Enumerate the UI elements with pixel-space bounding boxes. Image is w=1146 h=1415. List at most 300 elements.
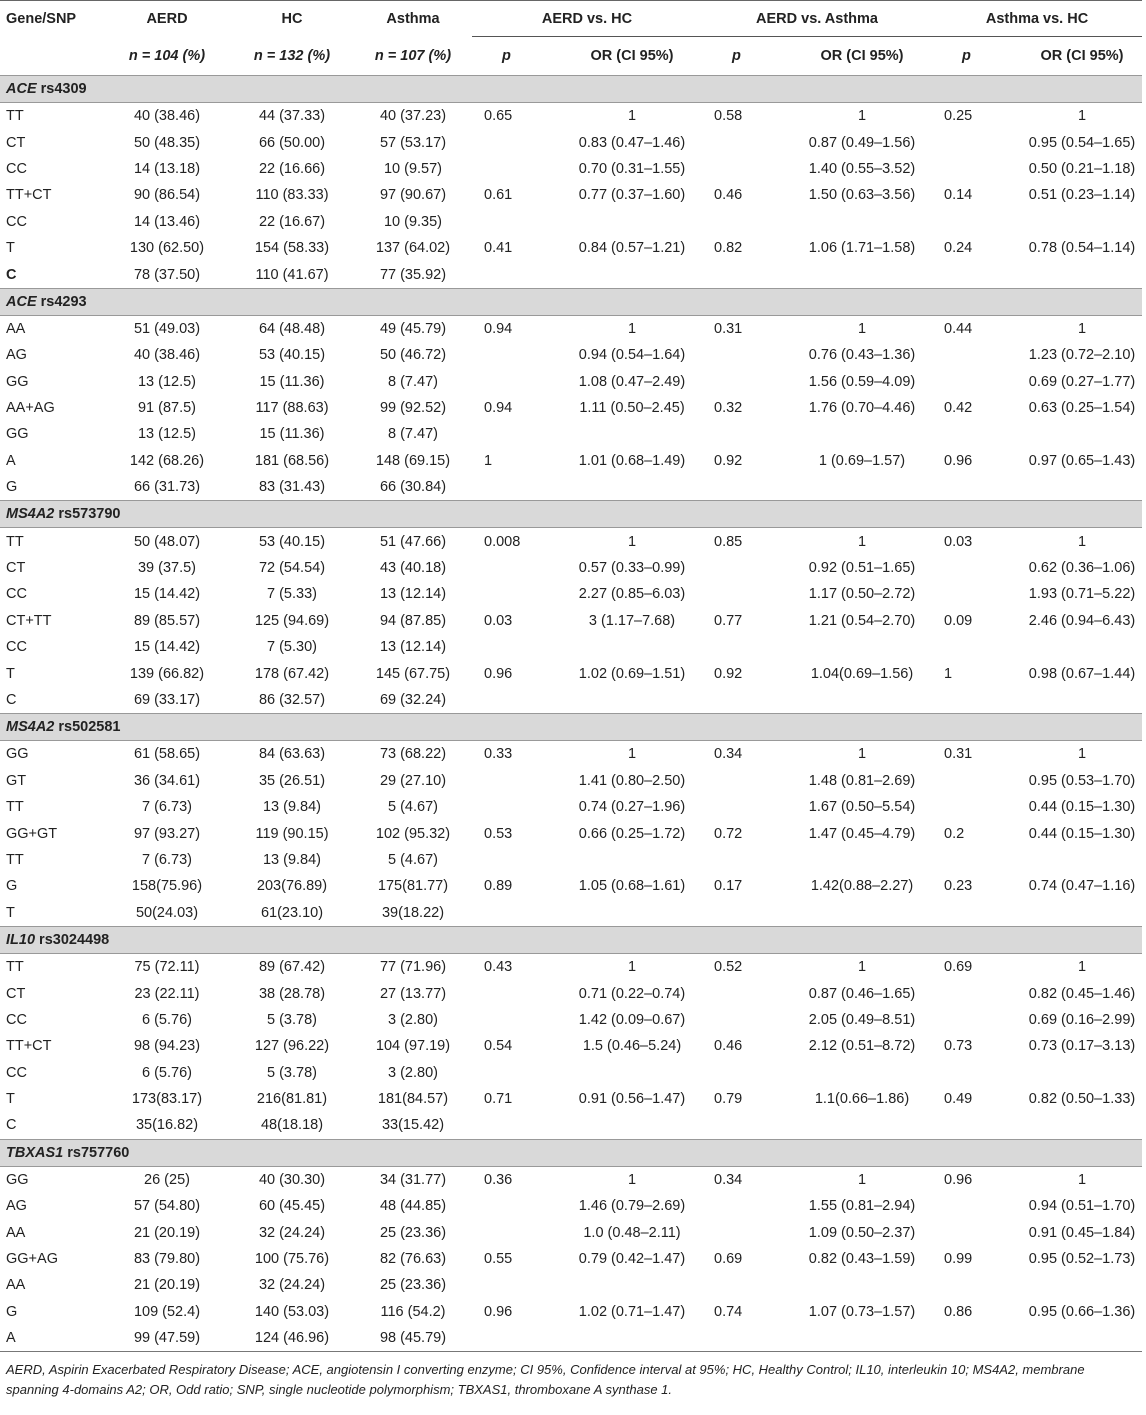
- header-gene-snp: Gene/SNP: [6, 10, 77, 27]
- genotype-cell: AG: [6, 347, 27, 364]
- table-row: [0, 581, 1142, 607]
- table-body: [0, 76, 1142, 1352]
- p-asthma-hc-cell: [932, 1272, 1022, 1298]
- genotype-cell: CT: [6, 985, 26, 1002]
- p-aerd-hc-cell: [472, 342, 562, 368]
- asthma-cell: 34 (31.77): [379, 1171, 447, 1188]
- genotype-cell: TT+CT: [6, 1038, 52, 1055]
- p-aerd-asthma-cell: [702, 1193, 792, 1219]
- hc-cell: 84 (63.63): [258, 746, 326, 763]
- table-row: [0, 1166, 1142, 1193]
- p-aerd-hc-cell: 0.54: [484, 1038, 513, 1055]
- or-aerd-asthma-cell: 1.50 (0.63–3.56): [808, 187, 916, 204]
- or-aerd-asthma-cell: 1.1(0.66–1.86): [814, 1091, 910, 1108]
- or-aerd-asthma-cell: 1 (0.69–1.57): [818, 452, 906, 469]
- hc-cell: 181 (68.56): [254, 452, 330, 469]
- p-aerd-asthma-cell: [702, 421, 792, 447]
- asthma-cell: 27 (13.77): [379, 985, 447, 1002]
- p-asthma-hc-cell: [932, 980, 1022, 1006]
- asthma-cell: 148 (69.15): [375, 452, 451, 469]
- or-aerd-hc-cell: 1.05 (0.68–1.61): [578, 878, 686, 895]
- asthma-cell: 13 (12.14): [379, 586, 447, 603]
- header-n-asthma: n = 107 (%): [374, 47, 452, 64]
- hc-cell: 86 (32.57): [258, 692, 326, 708]
- asthma-cell: 102 (95.32): [375, 825, 451, 842]
- genotype-cell: A: [0, 1325, 104, 1352]
- or-aerd-asthma-cell: 1.21 (0.54–2.70): [808, 612, 916, 629]
- genotype-cell: GG: [6, 1171, 29, 1188]
- table-row: [0, 794, 1142, 820]
- p-aerd-hc-cell: [472, 1193, 562, 1219]
- or-aerd-asthma-cell: 1.06 (1.71–1.58): [808, 240, 916, 257]
- p-aerd-hc-cell: [472, 129, 562, 155]
- asthma-cell: 69 (32.24): [379, 692, 447, 708]
- asthma-cell: 43 (40.18): [379, 560, 447, 577]
- p-aerd-asthma-cell: [702, 687, 792, 714]
- p-aerd-asthma-cell: 0.58: [714, 108, 743, 125]
- header-blank: [0, 37, 104, 76]
- or-aerd-hc-cell: 1.08 (0.47–2.49): [578, 373, 686, 390]
- table-row: [0, 820, 1142, 846]
- p-aerd-hc-cell: [472, 156, 562, 182]
- or-aerd-asthma-cell: [792, 847, 932, 873]
- genotype-cell: CC: [6, 1011, 27, 1028]
- or-asthma-hc-cell: 0.95 (0.53–1.70): [1028, 772, 1136, 789]
- hc-cell: 154 (58.33): [254, 240, 330, 257]
- genotype-cell: CT+TT: [6, 612, 52, 629]
- or-aerd-asthma-cell: 1.76 (0.70–4.46): [808, 400, 916, 417]
- or-aerd-hc-cell: 1.01 (0.68–1.49): [578, 452, 686, 469]
- table-row: [0, 660, 1142, 686]
- section-title: [0, 926, 1142, 953]
- p-asthma-hc-cell: [932, 1219, 1022, 1245]
- aerd-cell: 90 (86.54): [133, 187, 201, 204]
- or-aerd-hc-cell: [562, 900, 702, 927]
- header-aerd-vs-hc-label: AERD vs. HC: [541, 10, 633, 27]
- table-row: [0, 395, 1142, 421]
- genotype-cell: TT: [6, 533, 24, 550]
- or-aerd-hc-cell: [562, 474, 702, 501]
- asthma-cell: 104 (97.19): [375, 1038, 451, 1055]
- or-aerd-asthma-cell: 1.09 (0.50–2.37): [808, 1224, 916, 1241]
- section-header-row: [0, 1139, 1142, 1166]
- p-asthma-hc-cell: 0.23: [944, 878, 973, 895]
- genotype-cell: GG: [6, 373, 29, 390]
- p-asthma-hc-cell: 0.49: [944, 1091, 973, 1108]
- p-asthma-hc-cell: [932, 1325, 1022, 1352]
- aerd-cell: 14 (13.46): [133, 213, 201, 230]
- p-asthma-hc-cell: 0.96: [944, 452, 973, 469]
- asthma-cell: 8 (7.47): [388, 426, 438, 443]
- or-aerd-hc-cell: 0.91 (0.56–1.47): [578, 1091, 686, 1108]
- aerd-cell: 139 (66.82): [129, 665, 205, 682]
- p-asthma-hc-cell: [932, 900, 1022, 927]
- p-aerd-asthma-cell: 0.92: [714, 452, 743, 469]
- or-asthma-hc-cell: [1022, 687, 1142, 714]
- table-row: [0, 900, 1142, 927]
- or-aerd-hc-cell: 1.41 (0.80–2.50): [578, 772, 686, 789]
- p-asthma-hc-cell: 0.42: [944, 400, 973, 417]
- or-asthma-hc-cell: 1: [1077, 108, 1087, 125]
- or-aerd-asthma-cell: 1: [857, 108, 867, 125]
- table-row: [0, 847, 1142, 873]
- p-asthma-hc-cell: [932, 342, 1022, 368]
- p-aerd-asthma-cell: [702, 1219, 792, 1245]
- p-aerd-asthma-cell: 0.79: [714, 1091, 743, 1108]
- or-aerd-asthma-cell: 1.17 (0.50–2.72): [808, 586, 916, 603]
- or-aerd-hc-cell: [562, 1060, 702, 1086]
- p-asthma-hc-cell: [932, 634, 1022, 660]
- or-asthma-hc-cell: 0.69 (0.27–1.77): [1028, 373, 1136, 390]
- genotype-cell: T: [6, 1091, 15, 1108]
- or-aerd-asthma-cell: [792, 474, 932, 501]
- or-aerd-hc-cell: [562, 687, 702, 714]
- or-asthma-hc-cell: 0.73 (0.17–3.13): [1028, 1038, 1136, 1055]
- aerd-cell: 66 (31.73): [133, 479, 201, 496]
- or-aerd-hc-cell: [562, 261, 702, 288]
- p-aerd-hc-cell: [472, 369, 562, 395]
- or-asthma-hc-cell: 0.63 (0.25–1.54): [1028, 400, 1136, 417]
- p-aerd-hc-cell: [472, 474, 562, 501]
- hc-cell: 66 (50.00): [258, 134, 326, 151]
- table-row: [0, 608, 1142, 634]
- snp-id: rs573790: [58, 506, 121, 523]
- header-p-aerd-asthma: p: [702, 37, 792, 76]
- aerd-cell: 50 (48.07): [133, 533, 201, 550]
- p-aerd-hc-cell: [472, 261, 562, 288]
- aerd-cell: 6 (5.76): [142, 1064, 192, 1081]
- p-asthma-hc-cell: 1: [944, 665, 953, 682]
- or-asthma-hc-cell: 0.74 (0.47–1.16): [1028, 878, 1136, 895]
- p-aerd-hc-cell: [472, 1112, 562, 1139]
- table-row: [0, 1299, 1142, 1325]
- p-aerd-asthma-cell: 0.17: [714, 878, 743, 895]
- genotype-cell: G: [6, 878, 18, 895]
- or-aerd-hc-cell: 1.11 (0.50–2.45): [579, 400, 685, 417]
- or-aerd-asthma-cell: 1: [857, 959, 867, 976]
- or-aerd-hc-cell: 0.77 (0.37–1.60): [578, 187, 686, 204]
- p-asthma-hc-cell: [932, 261, 1022, 288]
- hc-cell: 100 (75.76): [254, 1251, 330, 1268]
- hc-cell: 53 (40.15): [258, 347, 326, 364]
- p-aerd-asthma-cell: [702, 1325, 792, 1352]
- p-asthma-hc-cell: 0.09: [944, 612, 973, 629]
- or-asthma-hc-cell: 0.95 (0.54–1.65): [1028, 134, 1136, 151]
- aerd-cell: 78 (37.50): [133, 266, 201, 283]
- or-asthma-hc-cell: 1.23 (0.72–2.10): [1028, 347, 1136, 364]
- p-aerd-hc-cell: [472, 768, 562, 794]
- genotype-cell: G: [6, 479, 18, 496]
- or-aerd-asthma-cell: [792, 1112, 932, 1139]
- p-aerd-asthma-cell: 0.34: [714, 1171, 743, 1188]
- table-row: [0, 768, 1142, 794]
- genotype-cell: T: [6, 904, 15, 921]
- or-aerd-hc-cell: 1: [627, 959, 637, 976]
- genotype-cell: TT: [6, 959, 24, 976]
- asthma-cell: 50 (46.72): [379, 347, 447, 364]
- aerd-cell: 15 (14.42): [133, 586, 201, 603]
- aerd-cell: 83 (79.80): [133, 1251, 201, 1268]
- table-row: [0, 1193, 1142, 1219]
- p-asthma-hc-cell: [932, 1007, 1022, 1033]
- or-aerd-hc-cell: 0.79 (0.42–1.47): [578, 1251, 686, 1268]
- or-aerd-hc-cell: 1.0 (0.48–2.11): [583, 1224, 681, 1241]
- p-asthma-hc-cell: 0.03: [944, 533, 973, 550]
- p-aerd-hc-cell: 0.008: [484, 533, 521, 550]
- aerd-cell: 173(83.17): [131, 1091, 203, 1108]
- or-aerd-hc-cell: 1.46 (0.79–2.69): [578, 1198, 686, 1215]
- aerd-cell: 98 (94.23): [133, 1038, 201, 1055]
- aerd-cell: 57 (54.80): [133, 1198, 201, 1215]
- p-asthma-hc-cell: [932, 129, 1022, 155]
- p-asthma-hc-cell: 0.31: [944, 746, 973, 763]
- p-aerd-hc-cell: [472, 1325, 562, 1352]
- aerd-cell: 69 (33.17): [133, 692, 201, 708]
- genotype-cell: GT: [6, 772, 27, 789]
- genotype-cell: TT: [6, 108, 24, 125]
- table-row: [0, 129, 1142, 155]
- or-asthma-hc-cell: 0.91 (0.45–1.84): [1028, 1224, 1136, 1241]
- p-asthma-hc-cell: [932, 794, 1022, 820]
- hc-cell: 48(18.18): [260, 1117, 324, 1134]
- aerd-cell: 158(75.96): [131, 878, 203, 895]
- header-or-aerd-hc: OR (CI 95%): [562, 37, 702, 76]
- or-aerd-asthma-cell: [792, 421, 932, 447]
- hc-cell: 61(23.10): [260, 904, 324, 921]
- or-aerd-hc-cell: [562, 209, 702, 235]
- p-asthma-hc-cell: [932, 1193, 1022, 1219]
- or-aerd-asthma-cell: [792, 1060, 932, 1086]
- genotype-cell: GG+AG: [6, 1251, 58, 1268]
- table-row: [0, 1272, 1142, 1298]
- section-title: [0, 714, 1142, 741]
- or-asthma-hc-cell: 1: [1077, 1171, 1087, 1188]
- header-n-aerd: n = 104 (%): [128, 47, 206, 64]
- hc-cell: 13 (9.84): [262, 799, 322, 816]
- table-row: [0, 474, 1142, 501]
- hc-cell: 44 (37.33): [258, 108, 326, 125]
- or-aerd-hc-cell: 0.83 (0.47–1.46): [578, 134, 686, 151]
- p-aerd-hc-cell: [472, 900, 562, 927]
- or-asthma-hc-cell: [1022, 634, 1142, 660]
- p-aerd-asthma-cell: 0.31: [714, 320, 743, 337]
- asthma-cell: 3 (2.80): [388, 1064, 438, 1081]
- asthma-cell: 175(81.77): [377, 878, 449, 895]
- or-aerd-hc-cell: 0.70 (0.31–1.55): [578, 160, 686, 177]
- table-row: [0, 103, 1142, 130]
- p-aerd-hc-cell: [472, 847, 562, 873]
- asthma-cell: 94 (87.85): [379, 612, 447, 629]
- snp-id: rs4309: [40, 81, 87, 97]
- header-row-2: [0, 37, 1142, 76]
- p-aerd-hc-cell: 0.94: [484, 320, 513, 337]
- p-aerd-asthma-cell: [702, 1007, 792, 1033]
- p-aerd-hc-cell: 0.65: [484, 108, 513, 125]
- or-asthma-hc-cell: [1022, 421, 1142, 447]
- aerd-cell: 142 (68.26): [129, 452, 205, 469]
- table-row: [0, 315, 1142, 342]
- or-asthma-hc-cell: [1022, 847, 1142, 873]
- aerd-cell: 26 (25): [144, 1171, 190, 1188]
- p-aerd-asthma-cell: 0.82: [714, 240, 743, 257]
- asthma-cell: 66 (30.84): [379, 479, 447, 496]
- p-asthma-hc-cell: 0.44: [944, 320, 973, 337]
- asthma-cell: 145 (67.75): [375, 665, 451, 682]
- genotype-cell: TT: [6, 799, 24, 816]
- asthma-cell: 82 (76.63): [379, 1251, 447, 1268]
- or-aerd-asthma-cell: 0.87 (0.49–1.56): [808, 134, 916, 151]
- aerd-cell: 61 (58.65): [133, 746, 201, 763]
- p-aerd-asthma-cell: [702, 474, 792, 501]
- aerd-cell: 39 (37.5): [137, 560, 197, 577]
- asthma-cell: 5 (4.67): [388, 851, 438, 868]
- p-asthma-hc-cell: 0.69: [944, 959, 973, 976]
- or-asthma-hc-cell: 0.44 (0.15–1.30): [1028, 799, 1136, 816]
- p-aerd-hc-cell: 0.43: [484, 959, 513, 976]
- asthma-cell: 5 (4.67): [388, 799, 438, 816]
- table-row: [0, 1325, 1142, 1352]
- table-row: [0, 156, 1142, 182]
- hc-cell: 40 (30.30): [258, 1171, 326, 1188]
- hc-cell: 72 (54.54): [258, 560, 326, 577]
- p-aerd-hc-cell: 0.41: [484, 240, 513, 257]
- asthma-cell: 8 (7.47): [388, 373, 438, 390]
- aerd-cell: 51 (49.03): [133, 320, 201, 337]
- or-asthma-hc-cell: 0.51 (0.23–1.14): [1028, 187, 1136, 204]
- or-aerd-asthma-cell: 1.67 (0.50–5.54): [808, 799, 916, 816]
- genotype-cell: A: [6, 452, 16, 469]
- aerd-cell: 91 (87.5): [137, 400, 197, 417]
- or-asthma-hc-cell: 1.93 (0.71–5.22): [1028, 586, 1136, 603]
- table-row: [0, 342, 1142, 368]
- p-aerd-hc-cell: [472, 209, 562, 235]
- p-aerd-asthma-cell: [702, 847, 792, 873]
- or-aerd-asthma-cell: [792, 261, 932, 288]
- header-hc: HC: [281, 10, 303, 27]
- or-aerd-asthma-cell: 0.87 (0.46–1.65): [808, 985, 916, 1002]
- asthma-cell: 3 (2.80): [388, 1011, 438, 1028]
- genotype-cell: CC: [6, 213, 27, 230]
- hc-cell: 32 (24.24): [258, 1277, 326, 1294]
- hc-cell: 32 (24.24): [258, 1224, 326, 1241]
- or-aerd-asthma-cell: 1: [857, 1171, 867, 1188]
- p-aerd-asthma-cell: [702, 768, 792, 794]
- p-aerd-hc-cell: [472, 634, 562, 660]
- or-aerd-hc-cell: 0.74 (0.27–1.96): [578, 799, 686, 816]
- genotype-cell: CT: [6, 134, 26, 151]
- p-asthma-hc-cell: [932, 1112, 1022, 1139]
- asthma-cell: 181(84.57): [377, 1091, 449, 1108]
- or-aerd-hc-cell: 3 (1.17–7.68): [588, 612, 676, 629]
- p-aerd-asthma-cell: [702, 634, 792, 660]
- or-aerd-asthma-cell: 0.76 (0.43–1.36): [808, 347, 916, 364]
- table-row: [0, 1033, 1142, 1059]
- p-aerd-hc-cell: 0.71: [484, 1091, 513, 1108]
- p-asthma-hc-cell: [932, 847, 1022, 873]
- hc-cell: 5 (3.78): [267, 1064, 317, 1081]
- or-aerd-hc-cell: [562, 421, 702, 447]
- p-aerd-hc-cell: 0.03: [484, 612, 513, 629]
- hc-cell: 125 (94.69): [254, 612, 330, 629]
- asthma-cell: 49 (45.79): [379, 320, 447, 337]
- aerd-cell: 97 (93.27): [133, 825, 201, 842]
- genotype-cell: AA: [6, 320, 26, 337]
- header-aerd-vs-asthma: [702, 1, 932, 37]
- or-aerd-asthma-cell: 2.12 (0.51–8.72): [808, 1038, 916, 1055]
- aerd-cell: 7 (6.73): [142, 799, 192, 816]
- genotype-cell: C: [6, 692, 17, 708]
- aerd-cell: 13 (12.5): [137, 373, 197, 390]
- p-aerd-hc-cell: [472, 1060, 562, 1086]
- aerd-cell: 40 (38.46): [133, 347, 201, 364]
- or-aerd-asthma-cell: 1.56 (0.59–4.09): [808, 373, 916, 390]
- gene-name: MS4A2: [6, 506, 55, 523]
- genotype-cell: G: [6, 1303, 18, 1320]
- table-row: [0, 528, 1142, 555]
- or-aerd-hc-cell: 2.27 (0.85–6.03): [578, 586, 686, 603]
- p-aerd-hc-cell: [472, 980, 562, 1006]
- or-aerd-asthma-cell: 1.47 (0.45–4.79): [808, 825, 916, 842]
- hc-cell: 5 (3.78): [267, 1011, 317, 1028]
- table-row: [0, 873, 1142, 899]
- table-row: [0, 1219, 1142, 1245]
- table-row: [0, 1007, 1142, 1033]
- section-header-row: [0, 714, 1142, 741]
- aerd-cell: 21 (20.19): [133, 1224, 201, 1241]
- or-asthma-hc-cell: 0.44 (0.15–1.30): [1028, 825, 1136, 842]
- or-asthma-hc-cell: 2.46 (0.94–6.43): [1028, 612, 1136, 629]
- or-asthma-hc-cell: 1: [1077, 959, 1087, 976]
- asthma-cell: 98 (45.79): [354, 1325, 472, 1352]
- asthma-cell: 48 (44.85): [379, 1198, 447, 1215]
- or-aerd-hc-cell: [562, 1112, 702, 1139]
- section-title: [0, 76, 1142, 103]
- section-header-row: [0, 926, 1142, 953]
- or-aerd-hc-cell: 0.57 (0.33–0.99): [578, 560, 686, 577]
- header-asthma-vs-hc-label: Asthma vs. HC: [985, 10, 1089, 27]
- hc-cell: 35 (26.51): [258, 772, 326, 789]
- or-aerd-asthma-cell: 1: [857, 746, 867, 763]
- aerd-cell: 23 (22.11): [134, 985, 200, 1002]
- asthma-cell: 99 (92.52): [379, 400, 447, 417]
- hc-cell: 178 (67.42): [254, 665, 330, 682]
- table-row: [0, 1112, 1142, 1139]
- p-aerd-hc-cell: [472, 1219, 562, 1245]
- genotype-cell: TT+CT: [6, 187, 52, 204]
- table-row: [0, 1060, 1142, 1086]
- or-asthma-hc-cell: [1022, 1060, 1142, 1086]
- hc-cell: 203(76.89): [256, 878, 328, 895]
- or-aerd-hc-cell: 1.02 (0.69–1.51): [578, 665, 686, 682]
- hc-cell: 140 (53.03): [254, 1303, 330, 1320]
- p-aerd-asthma-cell: [702, 209, 792, 235]
- hc-cell: 13 (9.84): [262, 851, 322, 868]
- hc-cell: 60 (45.45): [258, 1198, 326, 1215]
- p-aerd-asthma-cell: 0.85: [714, 533, 743, 550]
- aerd-cell: 130 (62.50): [129, 240, 205, 257]
- p-aerd-hc-cell: [472, 1272, 562, 1298]
- p-aerd-asthma-cell: [702, 1112, 792, 1139]
- genotype-cell: AA+AG: [6, 400, 55, 417]
- or-aerd-hc-cell: [562, 847, 702, 873]
- section-header-row: [0, 501, 1142, 528]
- p-aerd-hc-cell: 0.96: [484, 665, 513, 682]
- p-aerd-asthma-cell: [702, 980, 792, 1006]
- or-aerd-hc-cell: 1.02 (0.71–1.47): [578, 1303, 686, 1320]
- or-aerd-asthma-cell: [792, 634, 932, 660]
- header-aerd: AERD: [146, 10, 188, 27]
- gene-name: ACE: [6, 293, 37, 310]
